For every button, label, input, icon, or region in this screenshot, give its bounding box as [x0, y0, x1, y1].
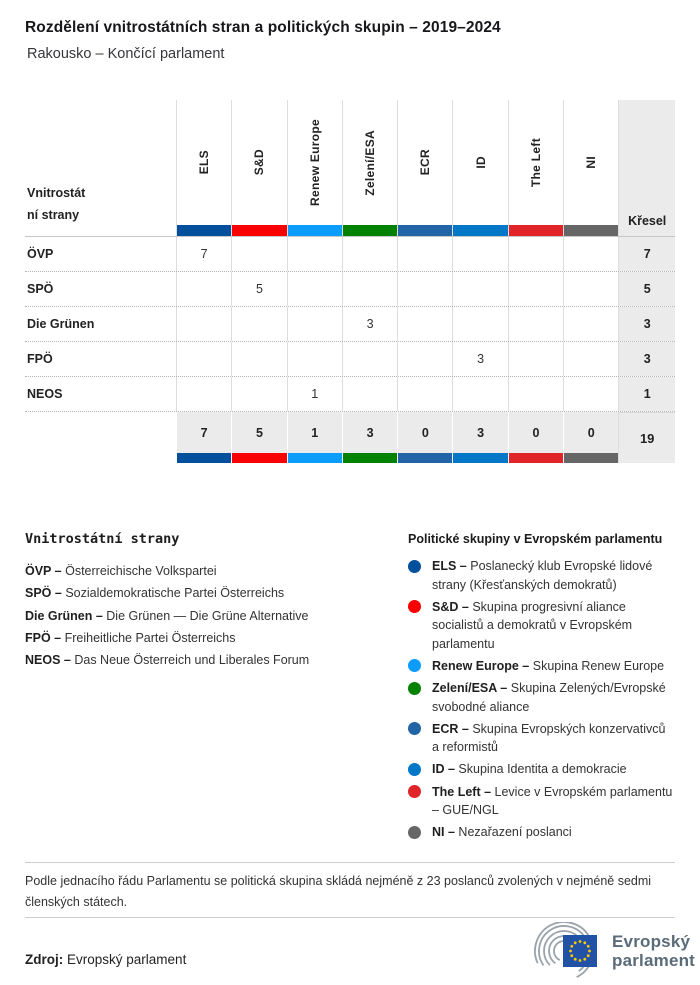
- party-name: SPÖ: [27, 282, 54, 296]
- table-cell: [563, 237, 618, 271]
- totals-value: 0: [587, 425, 595, 440]
- totals-value: 0: [421, 425, 429, 440]
- group-color-bar: [343, 453, 397, 463]
- legend-color-dot: [408, 785, 421, 798]
- column-header-greens: [342, 100, 397, 236]
- group-description: [432, 598, 675, 654]
- group-color-bar: [398, 453, 452, 463]
- table-cell: [231, 377, 286, 411]
- table-cell: [176, 307, 231, 341]
- legend-party-item: [25, 582, 408, 604]
- group-description: [432, 720, 675, 757]
- table-cell: [563, 272, 618, 306]
- table-cell: [508, 307, 563, 341]
- legend-political-groups: [408, 531, 675, 845]
- totals-cell: [563, 412, 618, 463]
- seats-value: 1: [618, 377, 675, 411]
- legend-color-dot: [408, 560, 421, 573]
- group-color-bar: [509, 453, 563, 463]
- table-cell: [397, 307, 452, 341]
- table-cell: [287, 307, 342, 341]
- column-header-els: [176, 100, 231, 236]
- legend-color-dot: [408, 682, 421, 695]
- table-row-spo: [25, 272, 675, 307]
- column-header-label-wrap: [453, 100, 507, 225]
- group-full-name: Nezařazení poslanci: [458, 825, 572, 840]
- table-cell: [397, 377, 452, 411]
- group-color-bar: [177, 453, 231, 463]
- table-cell: [508, 272, 563, 306]
- table-cell: 5: [231, 272, 286, 306]
- party-column-header-label: Vnitrostátní strany: [27, 185, 86, 223]
- table-cell: [342, 237, 397, 271]
- legend-groups-title: Politické skupiny v Evropském parlamentu: [408, 532, 663, 546]
- party-abbr: ÖVP –: [25, 564, 62, 578]
- table-row-ovp: [25, 237, 675, 272]
- group-color-bar: [564, 225, 618, 236]
- group-description: [432, 657, 664, 676]
- table-cell: [452, 307, 507, 341]
- table-cell: [397, 272, 452, 306]
- group-color-bar: [398, 225, 452, 236]
- column-header-theleft: [508, 100, 563, 236]
- totals-value: 3: [477, 425, 485, 440]
- table-cell: [231, 307, 286, 341]
- group-abbr: NI –: [432, 825, 455, 840]
- table-cell: [176, 377, 231, 411]
- table-row-fpo: [25, 342, 675, 377]
- party-full-name: Österreichische Volkspartei: [65, 564, 217, 578]
- ep-hemicycle-icon: [527, 922, 603, 980]
- group-description: [432, 557, 675, 594]
- totals-value: 1: [311, 425, 319, 440]
- totals-empty-cell: [25, 412, 176, 463]
- group-description: [432, 679, 675, 716]
- seats-value: 3: [618, 342, 675, 376]
- table-cell: [287, 342, 342, 376]
- legend-color-dot: [408, 826, 421, 839]
- column-header-label-wrap: [288, 100, 342, 225]
- group-abbr: Zelení/ESA –: [432, 681, 508, 696]
- table-cell: [287, 237, 342, 271]
- group-color-bar: [288, 453, 342, 463]
- table-cell: 3: [342, 307, 397, 341]
- party-abbr: SPÖ –: [25, 586, 62, 601]
- legend-group-item: [408, 760, 675, 779]
- party-column-header: [25, 100, 176, 236]
- ep-logo-text: [612, 932, 695, 970]
- seats-value: 5: [618, 272, 675, 306]
- column-header-label: S&D: [252, 149, 267, 176]
- totals-value: 5: [255, 425, 263, 440]
- party-abbr: NEOS –: [25, 653, 71, 668]
- table-header-row: [25, 100, 675, 237]
- column-header-renew: [287, 100, 342, 236]
- group-color-bar: [232, 225, 286, 236]
- legend-color-dot: [408, 659, 421, 672]
- page-subtitle: Rakousko – Končící parlament: [27, 46, 225, 62]
- table-cell: 1: [287, 377, 342, 411]
- column-header-ni: [563, 100, 618, 236]
- legend-group-item: [408, 720, 675, 757]
- table-totals-row: [25, 412, 675, 463]
- divider: [25, 917, 675, 918]
- totals-value: 7: [200, 425, 208, 440]
- group-full-name: Skupina Zelených/Evropské svobodné aliance: [432, 681, 666, 714]
- totals-cell: [508, 412, 563, 463]
- party-full-name: Sozialdemokratische Partei Österreichs: [65, 586, 285, 601]
- table-row-neos: [25, 377, 675, 412]
- seats-value: 7: [618, 237, 675, 271]
- totals-cell: [287, 412, 342, 463]
- totals-cell: [176, 412, 231, 463]
- source-value: Evropský parlament: [67, 952, 187, 967]
- legend-party-item: [25, 627, 408, 649]
- group-color-bar: [509, 225, 563, 236]
- table-cell: [287, 272, 342, 306]
- group-abbr: Renew Europe –: [432, 658, 530, 673]
- group-color-bar: [453, 453, 507, 463]
- group-color-bar: [177, 225, 231, 236]
- seats-table: [25, 100, 675, 463]
- column-header-label-wrap: [509, 100, 563, 225]
- totals-value: 3: [366, 425, 374, 440]
- column-header-label: The Left: [528, 137, 543, 188]
- ep-logo-text-line1: Evropský: [612, 932, 691, 951]
- table-cell: [452, 272, 507, 306]
- table-cell: 7: [176, 237, 231, 271]
- group-color-bar: [288, 225, 342, 236]
- column-header-sd: [231, 100, 286, 236]
- column-header-label: Zelení/ESA: [363, 129, 378, 196]
- column-header-label-wrap: [232, 100, 286, 225]
- party-name: FPÖ: [27, 352, 53, 366]
- group-full-name: Skupina Identita a demokracie: [458, 762, 627, 777]
- group-color-bar: [343, 225, 397, 236]
- table-cell: [508, 342, 563, 376]
- party-full-name: Die Grünen — Die Grüne Alternative: [106, 608, 309, 623]
- table-cell: [563, 377, 618, 411]
- table-cell: [176, 272, 231, 306]
- legend-color-dot: [408, 763, 421, 776]
- legend-group-item: [408, 557, 675, 594]
- total-seats-value: 19: [618, 412, 675, 463]
- totals-cell: [397, 412, 452, 463]
- page-title: Rozdělení vnitrostátních stran a politických skupin – 2019–2024: [25, 19, 501, 36]
- table-cell: [508, 237, 563, 271]
- totals-value: 0: [532, 425, 540, 440]
- group-abbr: ELS –: [432, 559, 467, 573]
- column-header-label-wrap: [177, 100, 231, 225]
- european-parliament-logo: [527, 922, 695, 980]
- table-cell: 3: [452, 342, 507, 376]
- legend-group-item: [408, 783, 675, 820]
- table-cell: [397, 342, 452, 376]
- table-cell: [176, 342, 231, 376]
- legend-section: [25, 531, 675, 845]
- group-abbr: The Left –: [432, 784, 492, 799]
- column-header-label: ID: [473, 156, 488, 169]
- source-label: Zdroj:: [25, 952, 64, 967]
- divider: [25, 862, 675, 863]
- legend-group-item: [408, 679, 675, 716]
- table-cell: [452, 237, 507, 271]
- legend-group-item: [408, 598, 675, 654]
- table-cell: [342, 377, 397, 411]
- table-cell: [231, 237, 286, 271]
- party-name: NEOS: [27, 387, 63, 401]
- table-row-gruenen: [25, 307, 675, 342]
- group-abbr: ID –: [432, 762, 455, 777]
- group-full-name: Skupina Evropských konzervativců a reformistů: [432, 721, 666, 755]
- party-abbr: Die Grünen –: [25, 608, 103, 623]
- legend-group-item: [408, 657, 675, 676]
- table-cell: [563, 307, 618, 341]
- table-cell: [452, 377, 507, 411]
- table-cell: [508, 377, 563, 411]
- group-full-name: Levice v Evropském parlamentu – GUE/NGL: [432, 784, 673, 818]
- party-full-name: Das Neue Österreich und Liberales Forum: [74, 653, 310, 668]
- legend-color-dot: [408, 722, 421, 735]
- group-description: [432, 783, 675, 820]
- legend-national-parties: [25, 531, 408, 845]
- party-name: Die Grünen: [27, 317, 95, 331]
- legend-party-item: [25, 649, 408, 671]
- party-abbr: FPÖ –: [25, 630, 62, 645]
- table-cell: [231, 342, 286, 376]
- legend-party-item: [25, 605, 408, 627]
- column-header-label: ECR: [418, 149, 433, 176]
- eu-flag: [563, 935, 597, 967]
- column-header-label: ELS: [197, 150, 212, 175]
- group-color-bar: [564, 453, 618, 463]
- totals-cell: [231, 412, 286, 463]
- group-full-name: Poslanecký klub Evropské lidové strany (Křesťanských demokratů): [432, 559, 653, 592]
- group-color-bar: [232, 453, 286, 463]
- column-header-label: NI: [584, 156, 599, 169]
- column-header-label: Renew Europe: [307, 119, 322, 206]
- column-header-label-wrap: [398, 100, 452, 225]
- table-cell: [397, 237, 452, 271]
- group-description: [432, 823, 572, 842]
- totals-cell: [452, 412, 507, 463]
- group-full-name: Skupina Renew Europe: [532, 658, 665, 673]
- legend-group-item: [408, 823, 675, 842]
- seats-column-header: Křesel: [618, 100, 675, 236]
- column-header-label-wrap: [343, 100, 397, 225]
- party-full-name: Freiheitliche Partei Österreichs: [64, 630, 236, 645]
- group-abbr: ECR –: [432, 721, 469, 736]
- footnote: Podle jednacího řádu Parlamentu se politická skupina skládá nejméně z 23 poslanců zvolených v nejméně sedmi členských státech.: [25, 874, 652, 909]
- column-header-id: [452, 100, 507, 236]
- party-name: ÖVP: [27, 247, 54, 261]
- group-description: [432, 760, 627, 779]
- column-header-ecr: [397, 100, 452, 236]
- group-color-bar: [453, 225, 507, 236]
- group-abbr: S&D –: [432, 599, 469, 614]
- column-header-label-wrap: [564, 100, 618, 225]
- group-full-name: Skupina progresivní aliance socialistů a demokratů v Evropském parlamentu: [432, 599, 633, 651]
- source-line: [25, 952, 186, 967]
- table-cell: [563, 342, 618, 376]
- table-cell: [342, 272, 397, 306]
- ep-logo-text-line2: parlament: [612, 951, 696, 970]
- seats-value: 3: [618, 307, 675, 341]
- table-cell: [342, 342, 397, 376]
- legend-parties-title: Vnitrostátní strany: [25, 531, 180, 547]
- legend-color-dot: [408, 600, 421, 613]
- totals-cell: [342, 412, 397, 463]
- legend-party-item: [25, 560, 408, 582]
